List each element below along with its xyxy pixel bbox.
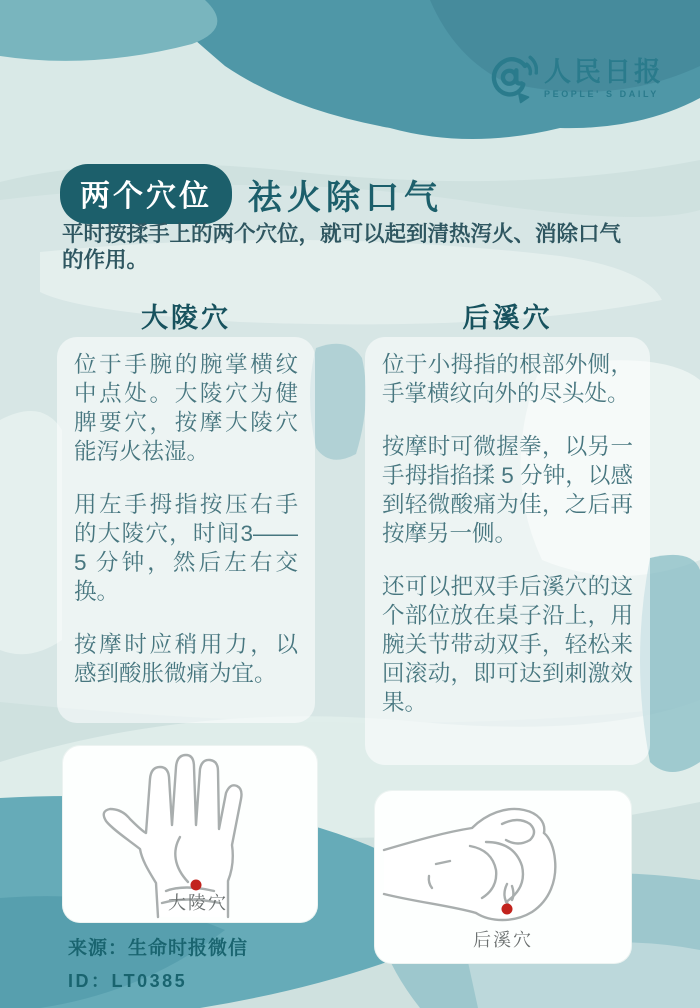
houxi-text-panel — [365, 337, 650, 765]
daling-paragraph: 用左手拇指按压右手的大陵穴，时间3——5 分钟，然后左右交换。 — [74, 492, 298, 604]
daling-illustration-card — [62, 745, 318, 923]
houxi-paragraph: 按摩时可微握拳，以另一手拇指掐揉 5 分钟，以感到轻微酸痛为佳，之后再按摩另一侧。 — [382, 434, 633, 546]
source-id: ID：LT0385 — [68, 971, 188, 991]
houxi-illustration-card — [374, 790, 632, 964]
footer — [68, 933, 248, 993]
logo-subtitle: PEOPLE' S DAILY — [544, 89, 659, 99]
daling-paragraph: 按摩时应稍用力，以感到酸胀微痛为宜。 — [74, 632, 298, 686]
daling-illustration-label: 大陵穴 — [168, 893, 228, 913]
peoples-daily-logo — [486, 52, 664, 106]
logo-name: 人民日报 — [544, 57, 664, 87]
houxi-paragraph: 位于小拇指的根部外侧，手掌横纹向外的尽头处。 — [382, 352, 633, 406]
title-row — [60, 164, 443, 224]
acupoint-heading-houxi: 后溪穴 — [462, 303, 553, 333]
title-badge: 两个穴位 — [60, 164, 232, 224]
daling-paragraph: 位于手腕的腕掌横纹中点处。大陵穴为健脾要穴，按摩大陵穴能泻火祛湿。 — [74, 352, 298, 464]
source-text: 来源：生命时报微信 — [68, 938, 249, 959]
daling-text-panel — [57, 337, 315, 723]
acupoint-heading-daling: 大陵穴 — [141, 303, 231, 333]
page-title: 祛火除口气 — [248, 178, 443, 217]
houxi-illustration-label: 后溪穴 — [473, 930, 533, 950]
at-signal-icon — [486, 52, 538, 106]
acupoint-marker-dot — [502, 904, 513, 915]
intro-text: 平时按揉手上的两个穴位，就可以起到清热泻火、消除口气的作用。 — [62, 222, 622, 272]
houxi-paragraph: 还可以把双手后溪穴的这个部位放在桌子沿上，用腕关节带动双手，轻松来回滚动，即可达到刺激效果。 — [382, 574, 633, 715]
